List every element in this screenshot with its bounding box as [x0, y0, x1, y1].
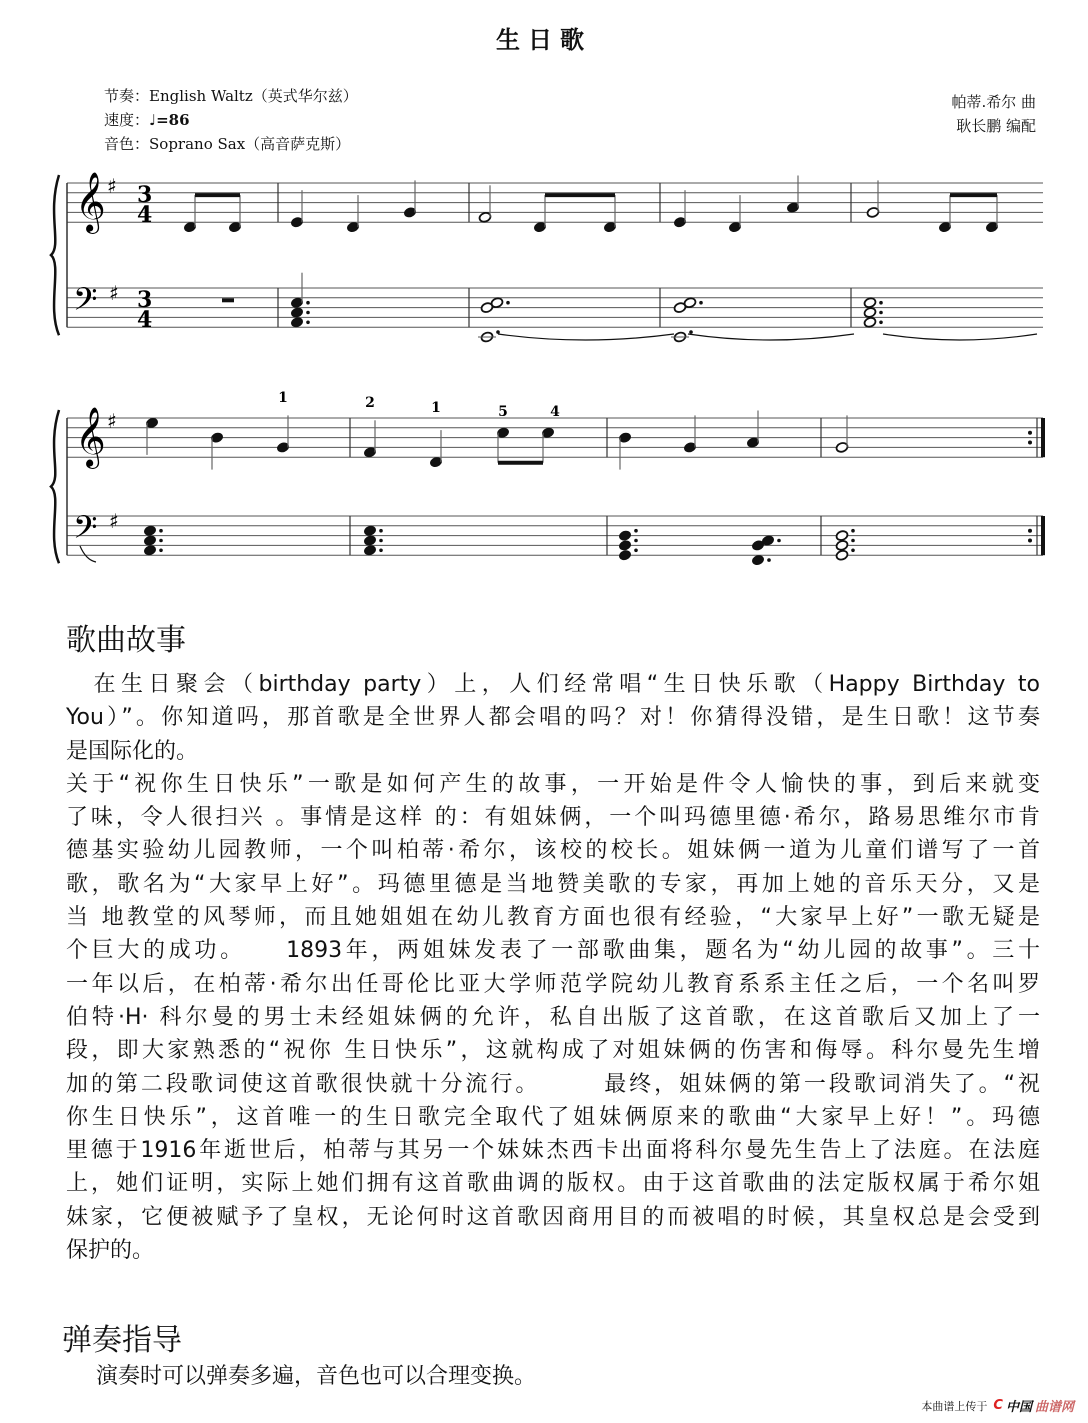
story-line: 是国际化的。 — [66, 738, 199, 764]
note-head — [835, 549, 848, 561]
dot — [634, 549, 638, 553]
bass-clef-icon: 𝄢 — [73, 509, 98, 553]
dot — [306, 321, 310, 325]
dot — [159, 529, 163, 533]
story-line: 妹家，它便被赋予了皇权，无论何时这首歌因商用目的而被唱的时候，其皇权总是会受到 — [66, 1204, 1040, 1230]
time-signature-bottom: 4 — [137, 202, 153, 228]
guide-text — [96, 1360, 536, 1393]
story-line: 里德于1916年逝世后，柏蒂与其另一个妹妹杰西卡出面将科尔曼先生告上了法庭。在法庭 — [66, 1138, 1040, 1164]
fingering-number: 1 — [278, 390, 288, 406]
dot — [777, 539, 781, 543]
dot — [634, 539, 638, 543]
story-line: 在生日聚会（birthday party）上，人们经常唱“生日快乐歌（Happy Birthday to — [66, 672, 1040, 697]
dot — [159, 549, 163, 553]
voice-label: 音色： — [104, 135, 150, 153]
story-line: 歌，歌名为“大家早上好”。玛德里德是当地赞美歌的专家，再加上她的音乐天分，又是 — [66, 871, 1040, 897]
footer-label: 本曲谱上传于 — [921, 1399, 988, 1413]
story-heading: 歌曲故事 — [66, 623, 186, 658]
time-signature-top: 3 — [137, 287, 153, 313]
fingering-number: 1 — [431, 400, 441, 416]
logo-text-a: 中国 — [1005, 1400, 1032, 1415]
time-signature-top: 3 — [137, 182, 153, 208]
dot — [879, 311, 883, 315]
note-head — [363, 544, 376, 556]
dot — [634, 529, 638, 533]
fingering-number: 2 — [365, 395, 375, 411]
tie — [498, 334, 674, 340]
story-line: 一年以后，在柏蒂·希尔出任哥伦比亚大学师范学院幼儿教育系系主任之后，一个名叫罗 — [66, 971, 1040, 997]
dot — [496, 330, 500, 334]
repeat-dot — [1028, 441, 1032, 445]
sharp-icon: ♯ — [107, 174, 117, 198]
music-score — [0, 0, 1088, 580]
repeat-dot — [1028, 529, 1032, 533]
repeat-dot — [1028, 431, 1032, 435]
note-head — [835, 540, 848, 552]
rhythm-value: English Waltz（英式华尔兹） — [149, 87, 358, 105]
tempo-value: =86 — [156, 111, 190, 129]
story-line: 了味，令人很扫兴 。事情是这样 的：有姐妹俩，一个叫玛德里德·希尔，路易思维尔市肯 — [66, 805, 1040, 831]
note-head — [863, 307, 876, 319]
dot — [306, 301, 310, 305]
brace-icon — [51, 175, 59, 335]
dot — [851, 529, 855, 533]
time-signature-bottom: 4 — [137, 307, 153, 333]
note-head — [143, 544, 156, 556]
note-head — [683, 297, 696, 309]
note-head — [863, 316, 876, 328]
note-head — [835, 530, 848, 542]
bass-clef-icon: 𝄢 — [73, 281, 98, 325]
arranger: 耿长鹏 编配 — [956, 117, 1036, 135]
logo-mark-icon: C — [993, 1398, 1003, 1413]
repeat-dot — [1028, 539, 1032, 543]
note-head — [490, 297, 503, 309]
tie — [883, 334, 1037, 340]
story-line: You）”。你知道吗，那首歌是全世界人都会唱的吗？对！你猜得没错，是生日歌！这节奏 — [66, 705, 1040, 731]
story-line: 段，即大家熟悉的“祝你 生日快乐”，这就构成了对姐妹俩的伤害和侮辱。科尔曼先生增 — [66, 1038, 1040, 1064]
dot — [689, 330, 693, 334]
note-head — [363, 535, 376, 547]
dot — [699, 301, 703, 305]
dot — [879, 301, 883, 305]
quarter-note-icon: ♩ — [149, 111, 157, 129]
song-title: 生日歌 — [496, 25, 592, 54]
dot — [379, 539, 383, 543]
dot — [159, 539, 163, 543]
story-line: 伯特·H· 科尔曼的男士未经姐妹俩的允许，私自出版了这首歌，在这首歌后又加上了一 — [66, 1004, 1040, 1030]
treble-clef-icon: 𝄞 — [75, 407, 106, 467]
footer-upload-note — [921, 1396, 1074, 1415]
note-head — [618, 549, 631, 561]
guide-line: 演奏时可以弹奏多遍，音色也可以合理变换。 — [96, 1364, 537, 1389]
note-head — [143, 525, 156, 537]
composer: 帕蒂.希尔 曲 — [951, 93, 1036, 111]
fingering-number: 4 — [550, 404, 560, 420]
note-head — [290, 307, 303, 319]
note-head — [863, 297, 876, 309]
story-line: 你生日快乐”，这首唯一的生日歌完全取代了姐妹俩原来的歌曲“大家早上好！”。玛德 — [66, 1104, 1040, 1130]
dot — [506, 301, 510, 305]
story-line: 保护的。 — [66, 1238, 155, 1264]
story-line: 上，她们证明，实际上她们拥有这首歌曲调的版权。由于这首歌曲的法定版权属于希尔姐 — [66, 1171, 1040, 1197]
rhythm-label: 节奏： — [104, 87, 150, 105]
site-logo[interactable] — [993, 1396, 1074, 1415]
story-line: 当 地教堂的风琴师，而且她姐姐在幼儿教育方面也很有经验，“大家早上好”一歌无疑是 — [66, 905, 1040, 931]
dot — [379, 549, 383, 553]
fingering-number: 5 — [498, 404, 508, 420]
story-line: 加的第二段歌词使这首歌很快就十分流行。 最终，姐妹俩的第一段歌词消失了。“祝 — [66, 1071, 1040, 1097]
note-head — [143, 535, 156, 547]
dot — [851, 549, 855, 553]
story-line: 个巨大的成功。 1893年，两姐妹发表了一部歌曲集，题名为“幼儿园的故事”。三十 — [66, 938, 1040, 964]
dot — [379, 529, 383, 533]
note-head — [618, 530, 631, 542]
logo-text-b: 曲谱网 — [1034, 1400, 1074, 1415]
dot — [879, 321, 883, 325]
whole-rest-icon — [222, 298, 234, 302]
brace-icon — [51, 410, 59, 563]
tie — [688, 334, 854, 340]
story-line: 关于“祝你生日快乐”一歌是如何产生的故事，一开始是件令人愉快的事，到后来就变 — [66, 771, 1040, 797]
story-text — [66, 668, 1040, 1267]
voice-value: Soprano Sax（高音萨克斯） — [149, 135, 351, 153]
guide-heading: 弹奏指导 — [62, 1323, 182, 1358]
note-head — [618, 540, 631, 552]
dot — [767, 558, 771, 562]
sharp-icon: ♯ — [109, 281, 119, 305]
note-head — [363, 525, 376, 537]
dot — [851, 539, 855, 543]
treble-clef-icon: 𝄞 — [75, 172, 106, 232]
dot — [306, 311, 310, 315]
note-head — [290, 316, 303, 328]
tempo-label: 速度： — [104, 111, 150, 129]
sharp-icon: ♯ — [109, 509, 119, 533]
story-line: 德基实验幼儿园教师，一个叫柏蒂·希尔，该校的校长。姐妹俩一道为儿童们谱写了一首 — [66, 838, 1040, 864]
sharp-icon: ♯ — [107, 409, 117, 433]
note-head — [751, 554, 764, 566]
